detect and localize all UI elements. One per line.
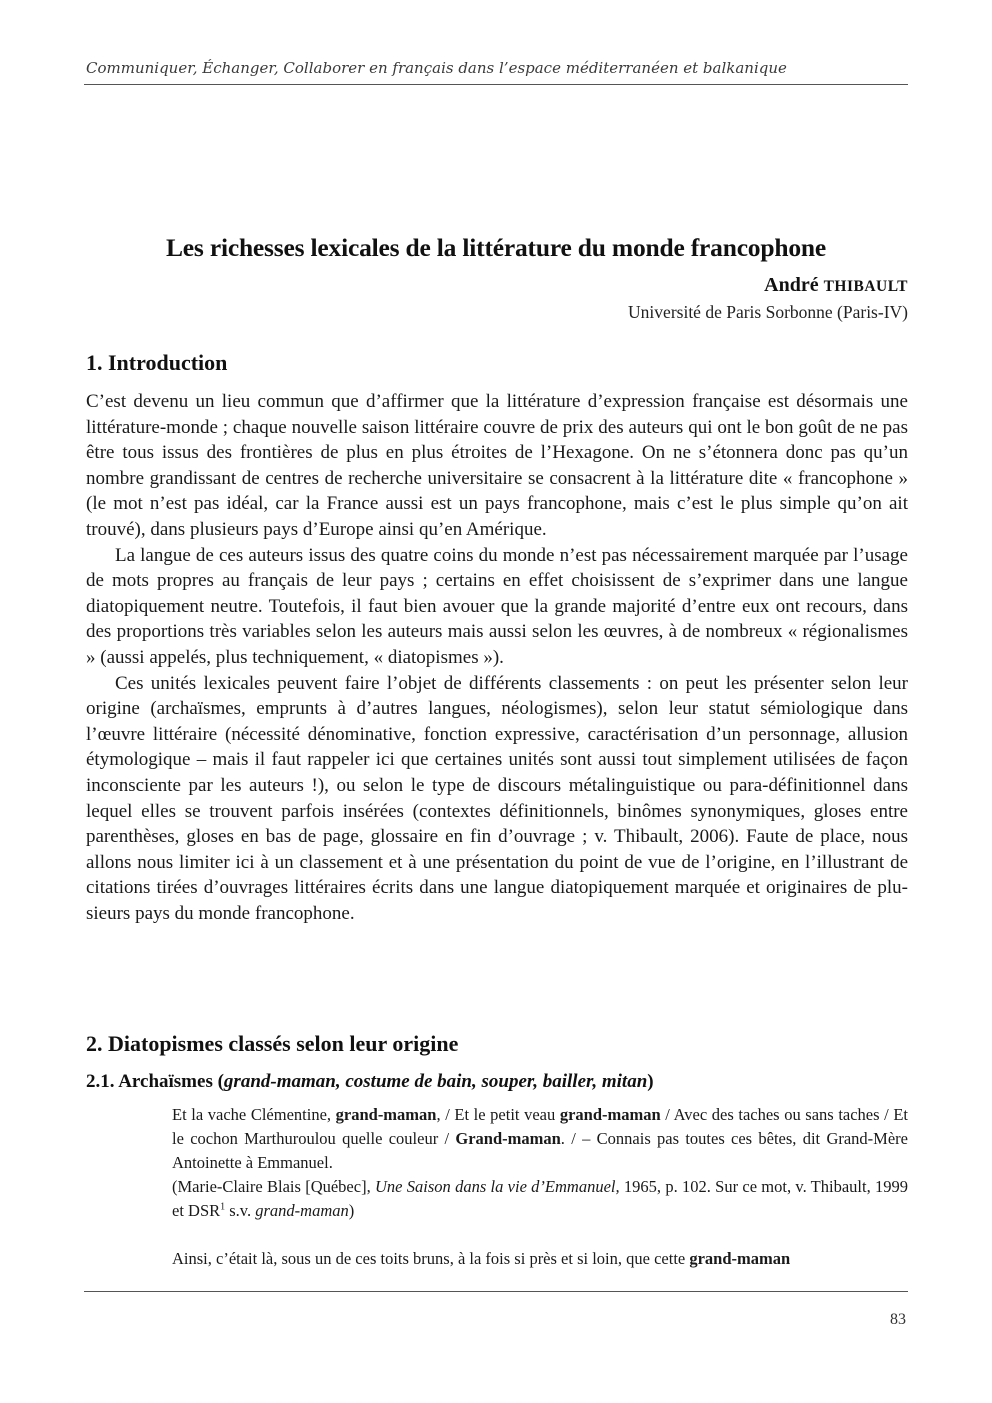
reference-text: (Marie-Claire Blais [Québec], [172,1177,375,1196]
author-first-name: André [764,274,824,296]
cited-term: grand-maman [255,1201,349,1220]
work-title: Une Saison dans la vie d’Emmanuel, [375,1177,620,1196]
introduction-body [86,389,908,926]
highlighted-term: grand-maman [335,1105,437,1124]
reference-text: ) [348,1201,355,1220]
quote-text: . / – Connais pas toutes ces bêtes, dit Grand-Mère Antoinette à Emmanuel. [172,1129,908,1172]
quotation [172,1103,908,1175]
quote-text: Ainsi, c’était là, sous un de ces toits bruns, à la fois si près et si loin, que cette [172,1249,690,1268]
article-title: Les richesses lexicales de la littérature du monde francophone [166,233,826,262]
quote-text: , / Et le petit veau [436,1105,560,1124]
reference-text: 1965, p. 102. Sur ce mot, v. Thibault, 1999 et DSR [172,1177,909,1220]
source-reference [172,1175,908,1223]
highlighted-term: grand-maman [689,1249,791,1268]
subsection-heading-prefix: 2.1. Archaïsmes ( [86,1071,224,1092]
author-name [764,274,908,297]
subsection-heading-suffix: ) [647,1071,654,1092]
section-heading-diatopismes: 2. Diatopismes classés selon leur origine [86,1031,459,1056]
author-last-name: THIBAULT [823,278,908,295]
footnote-marker[interactable]: 1 [220,1201,226,1213]
author-affiliation: Université de Paris Sorbonne (Paris-IV) [628,302,908,322]
paragraph: La langue de ces auteurs issus des quatre coins du monde n’est pas nécessairement marquée par l’usage de mots propres au français de leur pays ; certains en effet choisissent de s’exprimer dans une langue diatopiquement neutre. Toutefois, il faut bien avouer que la grande majorité d’entre eux ont recours, dans des proportions très variables selon les auteurs mais aussi selon les œuvres, à de nombreux « régionalismes » (aussi appelés, plus techniquement, « diatopismes »). [86,544,908,668]
page-number: 83 [890,1311,906,1328]
quotation [172,1247,908,1271]
section-heading-introduction: 1. Introduction [86,350,228,375]
footer-rule [84,1291,908,1292]
highlighted-term: Grand-maman [455,1129,561,1148]
reference-text: s.v. [225,1201,256,1220]
citation-block [172,1103,908,1223]
subsection-heading-archaismes [86,1071,654,1093]
citation-block [172,1247,908,1271]
paragraph: Ces unités lexicales peuvent faire l’objet de différents classements : on peut les présenter selon leur origine (archaïsmes, emprunts à d’autres langues, néologismes), selon leur statut sémiologique dans l’œuvre littéraire (nécessité dénominative, fonction expressive, caractérisation d’un personnage, allusion étymologique – mais il faut rappeler ici que certaines unités sont aussi tout simplement utilisées de façon inconsciente par les auteurs !), ou selon le type de discours métalinguistique ou para-définitionnel dans lequel elles se trouvent parfois insérées (contextes définitionnels, binômes synonymiques, gloses entre parenthèses, gloses en bas de page, glossaire en fin d’ouvrage ; v. Thibault, 2006). Faute de place, nous allons nous limiter ici à un classement et à une présentation du point de vue de l’origine, en l’illustrant de citations tirées d’ouvrages littéraires écrits dans une langue diatopiquement marquée et originaires de plusieurs pays du monde francophone. [86,672,908,924]
highlighted-term: grand-maman [559,1105,661,1124]
header-rule [84,84,908,85]
paragraph: C’est devenu un lieu commun que d’affirmer que la littérature d’expression française est désormais une littérature-monde ; chaque nouvelle saison littéraire couvre de prix des auteurs qui ont le bon goût de ne pas être tous issus des frontières de plus en plus étroites de l’Hexagone. On ne s’étonnera donc pas qu’un nombre grandissant de centres de recherche universitaire se consacrent à la littérature dite « francophone » (le mot n’est pas idéal, car la France aussi est un pays francophone, mais c’est le plus simple qu’on ait trouvé), dans plusieurs pays d’Europe ainsi qu’en Amérique. [86,391,908,540]
quote-text: Et la vache Clémentine, [172,1105,336,1124]
subsection-heading-terms: grand-maman, costume de bain, souper, bailler, mitan [223,1071,648,1092]
quote-text: / Avec des taches ou sans taches / Et le cochon Marthuroulou quelle couleur / [172,1105,908,1148]
running-header: Communiquer, Échanger, Collaborer en français dans l’espace méditerranéen et balkanique [86,59,787,77]
